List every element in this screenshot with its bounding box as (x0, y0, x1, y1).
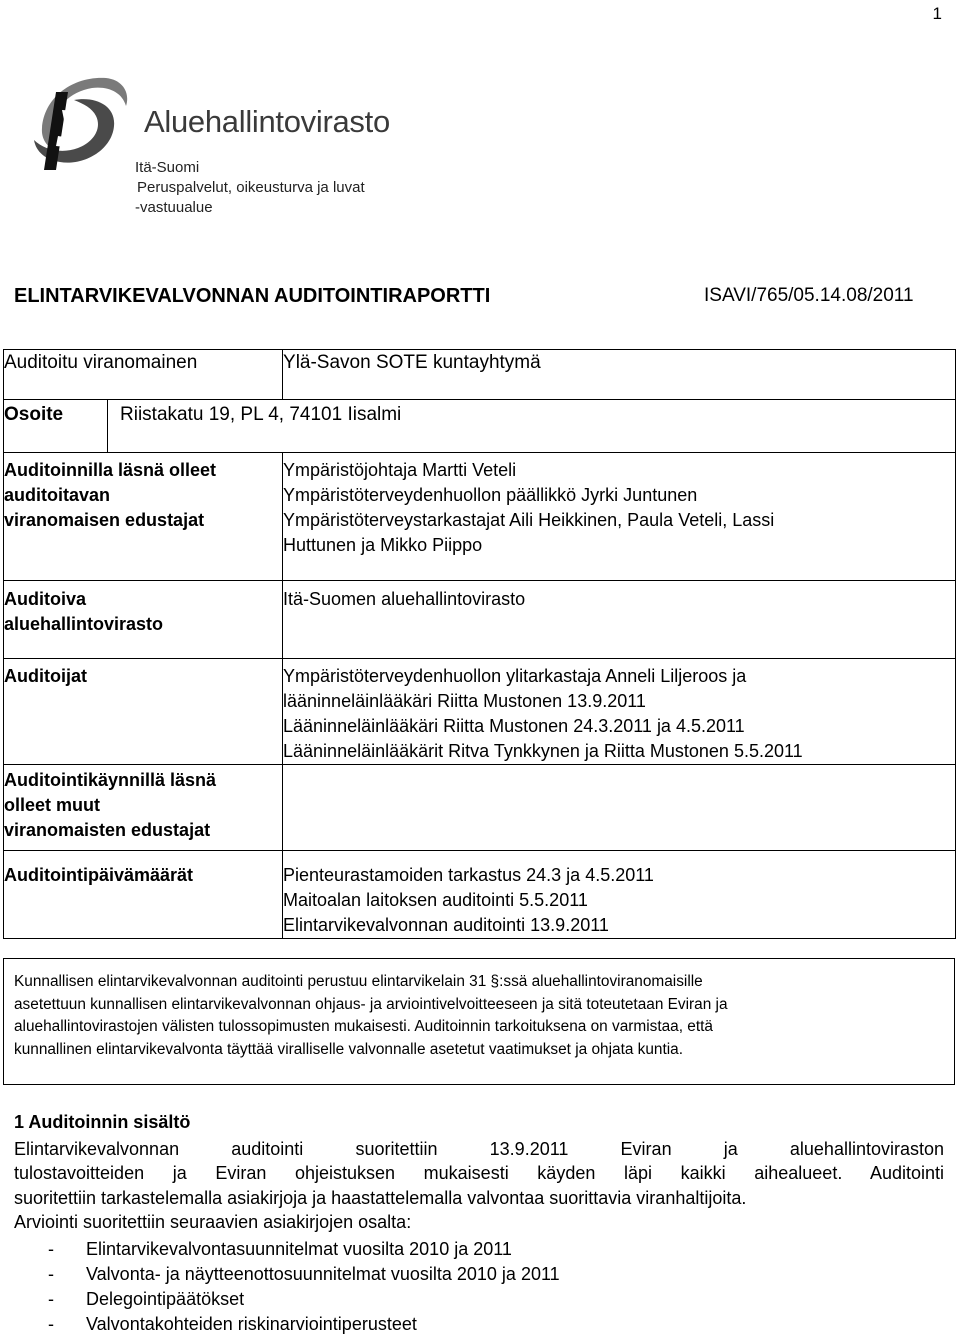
bullet-marker: - (48, 1314, 54, 1334)
audited-authority-label: Auditoitu viranomainen (4, 350, 283, 400)
address-value: Riistakatu 19, PL 4, 74101 Iisalmi (108, 400, 956, 453)
auditing-agency-label: Auditoiva aluehallintovirasto (4, 581, 283, 659)
section-1-line: Arviointi suoritettiin seuraavien asiakirjojen osalta: (14, 1212, 412, 1232)
auditors-row (4, 659, 956, 765)
section-1-line: tulostavoitteiden ja Eviran ohjeistuksen mukaisesti käyden läpi kaikki aihealueet. Auditointi (14, 1163, 944, 1183)
address-label: Osoite (4, 400, 108, 453)
present-representatives-row (4, 453, 956, 581)
section-1-line: suoritettiin tarkastelemalla asiakirjoja ja haastattelemalla valvontaa suorittavia viranhaltijoita. (14, 1188, 747, 1208)
present-representatives-label: Auditoinnilla läsnä olleet auditoitavan viranomaisen edustajat (4, 453, 283, 581)
other-representatives-label: Auditointikäynnillä läsnä olleet muut viranomaisten edustajat (4, 765, 283, 851)
intro-line: aluehallintovirastojen välisten tulossopimusten mukaisesti. Auditoinnin tarkoituksena on varmistaa, että (14, 1018, 713, 1036)
page-number: 1 (932, 4, 942, 23)
document-id: ISAVI/765/05.14.08/2011 (704, 285, 914, 306)
other-representatives-row (4, 765, 956, 851)
bullet-marker: - (48, 1239, 54, 1259)
aluehallintovirasto-logo-icon (22, 70, 134, 182)
document-list-item: Elintarvikevalvontasuunnitelmat vuosilta 2010 ja 2011 (86, 1239, 512, 1259)
audited-authority-value: Ylä-Savon SOTE kuntayhtymä (283, 350, 956, 400)
intro-line: kunnallinen elintarvikevalvonta täyttää viralliselle valvonnalle asetetut vaatimukset ja ohjata kuntia. (14, 1040, 684, 1058)
audited-authority-row (4, 350, 956, 400)
intro-paragraph-box (3, 958, 955, 1085)
unit-line: Peruspalvelut, oikeusturva ja luvat (137, 179, 365, 196)
audit-info-table (3, 349, 956, 939)
document-list-item: Valvonta- ja näytteenottosuunnitelmat vuosilta 2010 ja 2011 (86, 1264, 560, 1284)
bullet-marker: - (48, 1289, 54, 1309)
section-1-line: Elintarvikevalvonnan auditointi suoritettiin 13.9.2011 Eviran ja aluehallintoviraston (14, 1139, 944, 1159)
other-representatives-value (283, 765, 956, 851)
audit-dates-value: Pienteurastamoiden tarkastus 24.3 ja 4.5.2011 Maitoalan laitoksen auditointi 5.5.2011 Elintarvikevalvonnan auditointi 13.9.2011 (283, 851, 956, 939)
section-1-title: 1 Auditoinnin sisältö (14, 1112, 191, 1132)
organization-unit (135, 158, 365, 218)
auditing-agency-value: Itä-Suomen aluehallintovirasto (283, 581, 956, 659)
address-row (4, 400, 956, 453)
auditors-label: Auditoijat (4, 659, 283, 765)
document-list-item: Delegointipäätökset (86, 1289, 245, 1309)
unit-line: -vastuualue (135, 199, 213, 216)
intro-line: asetettuun kunnallisen elintarvikevalvonnan ohjaus- ja arviointivelvoitteeseen ja sitä toteutetaan Eviran ja (14, 995, 728, 1013)
audit-dates-label: Auditointipäivämäärät (4, 851, 283, 939)
document-title: ELINTARVIKEVALVONNAN AUDITOINTIRAPORTTI (14, 285, 491, 307)
logo-wordmark: Aluehallintovirasto (144, 104, 390, 139)
intro-line: Kunnallisen elintarvikevalvonnan auditointi perustuu elintarvikelain 31 §:ssä aluehallintoviranomaisille (14, 973, 703, 990)
document-list-item: Valvontakohteiden riskinarviointiperusteet (86, 1314, 417, 1334)
auditing-agency-row (4, 581, 956, 659)
auditors-value: Ympäristöterveydenhuollon ylitarkastaja Anneli Liljeroos ja lääninneläinlääkäri Riitta Mustonen 13.9.2011 Lääninneläinlääkäri Riitta Mustonen 24.3.2011 ja 4.5.2011 Lääninneläinlääkärit Ritva Tynkkynen ja Riitta Mustonen 5.5.2011 (283, 659, 956, 765)
bullet-marker: - (48, 1264, 54, 1284)
present-representatives-value: Ympäristöjohtaja Martti Veteli Ympäristöterveydenhuollon päällikkö Jyrki Juntunen Ympäristöterveystarkastajat Aili Heikkinen, Paula Veteli, Lassi Huttunen ja Mikko Piippo (283, 453, 956, 581)
unit-line: Itä-Suomi (135, 159, 200, 176)
audit-dates-row (4, 851, 956, 939)
